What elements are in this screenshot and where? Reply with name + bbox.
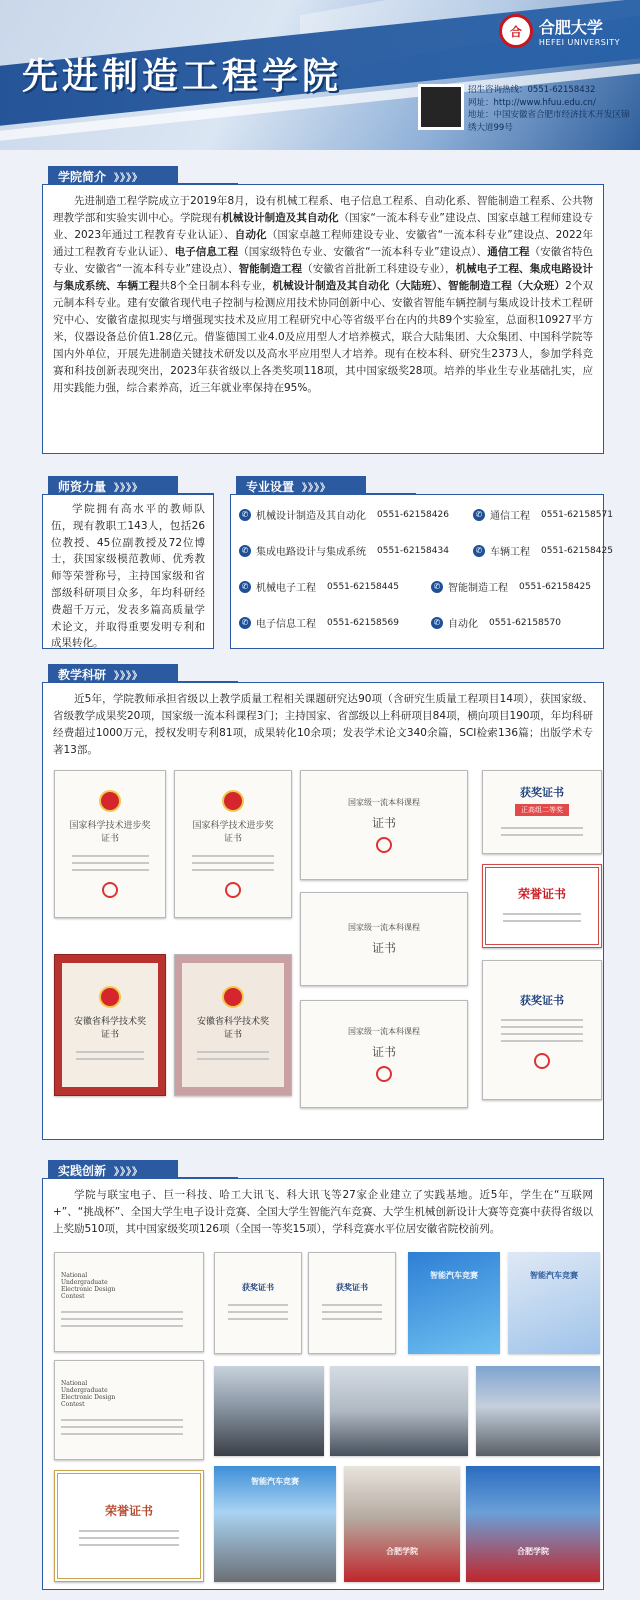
stamp-icon — [225, 882, 241, 898]
phone-icon: ✆ — [239, 617, 251, 629]
section-tab-intro: 学院简介 》》》》 — [48, 166, 178, 186]
major-item[interactable]: ✆ 机械电子工程 0551-62158445 — [239, 579, 399, 594]
stamp-icon — [376, 837, 392, 853]
phone-icon: ✆ — [473, 545, 485, 557]
faculty-text: 学院拥有高水平的教师队伍，现有教职工143人，包括26位教授、45位副教授及72位博士，获国家级模范教师、优秀教师等荣誉称号，主持国家级和省部级科研项目众多，年均科研经费超千万元，发表多篇高质量学术论文，并取得重要发明专利和成果转化。 — [51, 503, 205, 650]
national-emblem-icon — [99, 790, 121, 812]
national-emblem-icon — [222, 790, 244, 812]
research-text: 近5年，学院教师承担省级以上教学质量工程相关课题研究达90项（含研究生质量工程项目14项），获国家级、省级教学成果奖20项，国家级一流本科课程3门；主持国家、省部级以上科研项目84项，横向项目190项，年均科研经费超过1000万元，授权发明专利81项，成果转化10余项；发表学术论文340余篇，SCI检索136篇；出版学术专著13部。 — [53, 693, 593, 756]
group-photo — [330, 1366, 468, 1456]
phone-icon: ✆ — [239, 509, 251, 521]
section-tab-majors: 专业设置 》》》》 — [236, 476, 366, 496]
major-item[interactable]: ✆ 机械设计制造及其自动化 0551-62158426 — [239, 507, 449, 522]
major-item[interactable]: ✆ 自动化 0551-62158570 — [431, 615, 561, 630]
logo-cn: 合肥大学 — [538, 18, 603, 37]
group-photo: 智能汽车竞赛 — [214, 1466, 336, 1582]
certificate-image: 安徽省科学技术奖 证书 — [54, 954, 166, 1096]
certificate-image: 安徽省科学技术奖 证书 — [174, 954, 292, 1096]
major-item[interactable]: ✆ 电子信息工程 0551-62158569 — [239, 615, 399, 630]
certificate-image: 获奖证书 — [308, 1252, 396, 1354]
national-emblem-icon — [99, 986, 121, 1008]
stamp-icon — [102, 882, 118, 898]
practice-text: 学院与联宝电子、巨一科技、哈工大讯飞、科大讯飞等27家企业建立了实践基地。近5年，学生在“互联网+”、“挑战杯”、全国大学生电子设计竞赛、全国大学生智能汽车竞赛、大学生机械创新设计大赛等竞赛中获得省级以上奖励510项，其中国家级奖项126项（全国一等奖15项），学科竞赛水平位居安徽省院校前列。 — [53, 1189, 593, 1235]
group-photo — [214, 1366, 324, 1456]
certificate-image: National Undergraduate Electronic Design Contest — [54, 1360, 204, 1460]
phone-icon: ✆ — [239, 581, 251, 593]
national-emblem-icon — [222, 986, 244, 1008]
major-item[interactable]: ✆ 智能制造工程 0551-62158425 — [431, 579, 591, 594]
certificate-image: 荣誉证书 — [482, 864, 602, 948]
certificate-image: 获奖证书 正高组二等奖 — [482, 770, 602, 854]
certificate-image: 获奖证书 — [214, 1252, 302, 1354]
page-title: 先进制造工程学院 — [22, 55, 343, 97]
website-link[interactable]: 网址：http://www.hfuu.edu.cn/ — [468, 97, 596, 108]
certificate-image: 国家科学技术进步奖 证书 — [54, 770, 166, 918]
competition-poster: 智能汽车竞赛 — [408, 1252, 500, 1354]
competition-poster: 智能汽车竞赛 — [508, 1252, 600, 1354]
phone-icon: ✆ — [239, 545, 251, 557]
qr-code-icon[interactable] — [418, 84, 464, 130]
faculty-box — [42, 494, 214, 649]
phone-icon: ✆ — [431, 581, 443, 593]
major-item[interactable]: ✆ 通信工程 0551-62158571 — [473, 507, 613, 522]
intro-box — [42, 184, 604, 454]
group-photo — [476, 1366, 600, 1456]
certificate-image: National Undergraduate Electronic Design Contest — [54, 1252, 204, 1352]
section-tab-practice: 实践创新 》》》》 — [48, 1160, 178, 1180]
certificate-image: 国家科学技术进步奖 证书 — [174, 770, 292, 918]
seal-icon: 合 — [499, 14, 533, 48]
section-tab-research: 教学科研 》》》》 — [48, 664, 178, 684]
certificate-image: 国家级一流本科课程 证书 — [300, 770, 468, 880]
phone-icon: ✆ — [431, 617, 443, 629]
logo-en: HEFEI UNIVERSITY — [538, 38, 620, 47]
hotline: 招生咨询热线：0551-62158432 — [468, 85, 596, 95]
certificate-image: 国家级一流本科课程 证书 — [300, 892, 468, 986]
intro-text: 先进制造工程学院成立于2019年8月，设有机械工程系、电子信息工程系、自动化系、智能制造工程系、公共物理教学部和实验实训中心。学院现有机械设计制造及其自动化（国家“一流本科专业”建设点、国家卓越工程师建设专业、2023年通过工程教育专业认证）、自动化（国家卓越工程师建设专业、安徽省“一流本科专业”建设点、2022年通过工程教育专业认证）、电子信息工程（国家级特色专业、安徽省“一流本科专业”建设点）、通信工程（安徽省特色专业、安徽省“一流本科专业”建设点）、智能制造工程（安徽省首批新工科建设专业），机械电子工程、集成电路设计与集成系统、车辆工程共8个全日制本科专业，机械设计制造及其自动化（大陆班）、智能制造工程（大众班）2个双元制本科专业。建有安徽省现代电子控制与检测应用技术协同创新中心、安徽省智能车辆控制与集成设计技术工程研究中心、安徽省虚拟现实与增强现实技术及应用工程研究中心等省级平台在内的共89个实验室，总面积10927平方米，仪器设备总价值1.28亿元。借鉴德国工业4.0及应用型人才培养模式，联合大陆集团、大众集团、中国科学院等国内外单位，开展先进制造关键技术研发以及高水平应用型人才培养。现有在校本科、研究生2373人，参加学科竞赛和科技创新表现突出，2023年获省级以上各类奖项118项，其中国家级奖28项。培养的毕业生专业基础扎实，应用实践能力强，综合素养高，近三年就业率保持在95%。 — [53, 195, 594, 394]
stamp-icon — [534, 1053, 550, 1069]
majors-box — [230, 494, 613, 649]
stamp-icon — [376, 1066, 392, 1082]
certificate-image: 国家级一流本科课程 证书 — [300, 1000, 468, 1108]
major-item[interactable]: ✆ 车辆工程 0551-62158425 — [473, 543, 613, 558]
header-banner — [0, 0, 640, 150]
address: 地址：中国安徽省合肥市经济技术开发区锦绣大道99号 — [468, 110, 630, 133]
certificate-image: 荣誉证书 — [54, 1470, 204, 1582]
certificate-image: 获奖证书 — [482, 960, 602, 1100]
group-photo: 合肥学院 — [344, 1466, 460, 1582]
phone-icon: ✆ — [473, 509, 485, 521]
group-photo: 合肥学院 — [466, 1466, 600, 1582]
university-logo[interactable] — [499, 14, 620, 48]
major-item[interactable]: ✆ 集成电路设计与集成系统 0551-62158434 — [239, 543, 449, 558]
section-tab-faculty: 师资力量 》》》》 — [48, 476, 178, 496]
